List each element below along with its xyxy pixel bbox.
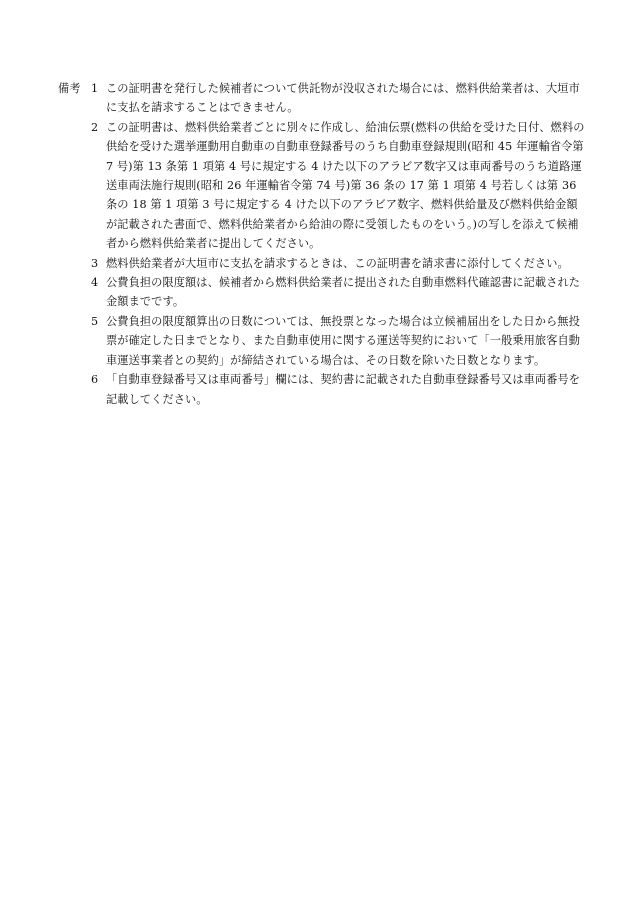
note-text: 燃料供給業者が大垣市に支払を請求するときは、この証明書を請求書に添付してください。 bbox=[106, 256, 569, 270]
notes-list bbox=[91, 79, 587, 409]
note-number: 2 bbox=[91, 120, 99, 134]
note-item-5 bbox=[91, 312, 587, 370]
note-text: 「自動車登録番号又は車両番号」欄には、契約書に記載された自動車登録番号又は車両番号を記載してください。 bbox=[106, 373, 581, 406]
note-text: この証明書を発行した候補者について供託物が没収された場合には、燃料供給業者は、大垣市に支払を請求することはできません。 bbox=[106, 82, 580, 115]
note-item-4 bbox=[91, 273, 587, 312]
note-number: 1 bbox=[91, 82, 99, 95]
note-number: 6 bbox=[91, 373, 99, 387]
note-text: 公費負担の限度額算出の日数については、無投票となった場合は立候補届出をした日から無投票が確定した日までとなり、また自動車使用に関する運送等契約において「一般乗用旅客自動車運送事業者との契約」が締結されている場合は、その日数を除いた日数となります。 bbox=[106, 314, 581, 367]
note-item-1 bbox=[91, 79, 587, 118]
note-item-6 bbox=[91, 370, 587, 409]
note-number: 3 bbox=[91, 256, 99, 270]
note-number: 4 bbox=[91, 276, 99, 290]
note-text: 公費負担の限度額は、候補者から燃料供給業者に提出された自動車燃料代確認書に記載された金額までです。 bbox=[106, 276, 581, 309]
notes-label: 備考 bbox=[58, 82, 81, 95]
note-number: 5 bbox=[91, 314, 99, 328]
note-text: この証明書は、燃料供給業者ごとに別々に作成し、給油伝票(燃料の供給を受けた日付、燃料の供給を受けた選挙運動用自動車の自動車登録番号のうち自動車登録規則(昭和 45 年運輸省令第 7 号)第 13 条第 1 項第 4 号に規定する 4 けた以下のアラビア数字又は車両番号のうち道路運送車両法施行規則(昭和 26 年運輸省令第 74 号)第 36 条の 17 第 1 項第 4 号若しくは第 36 条の 18 第 1 項第 3 号に規定する 4 けた以下のアラビア数字、燃料供給量及び燃料供給金額が記載された書面で、燃料供給業者から給油の際に受領したものをいう。)の写しを添えて候補者から燃料供給業者に提出してください。 bbox=[106, 120, 585, 251]
note-item-3 bbox=[91, 254, 587, 273]
note-item-2 bbox=[91, 118, 587, 254]
